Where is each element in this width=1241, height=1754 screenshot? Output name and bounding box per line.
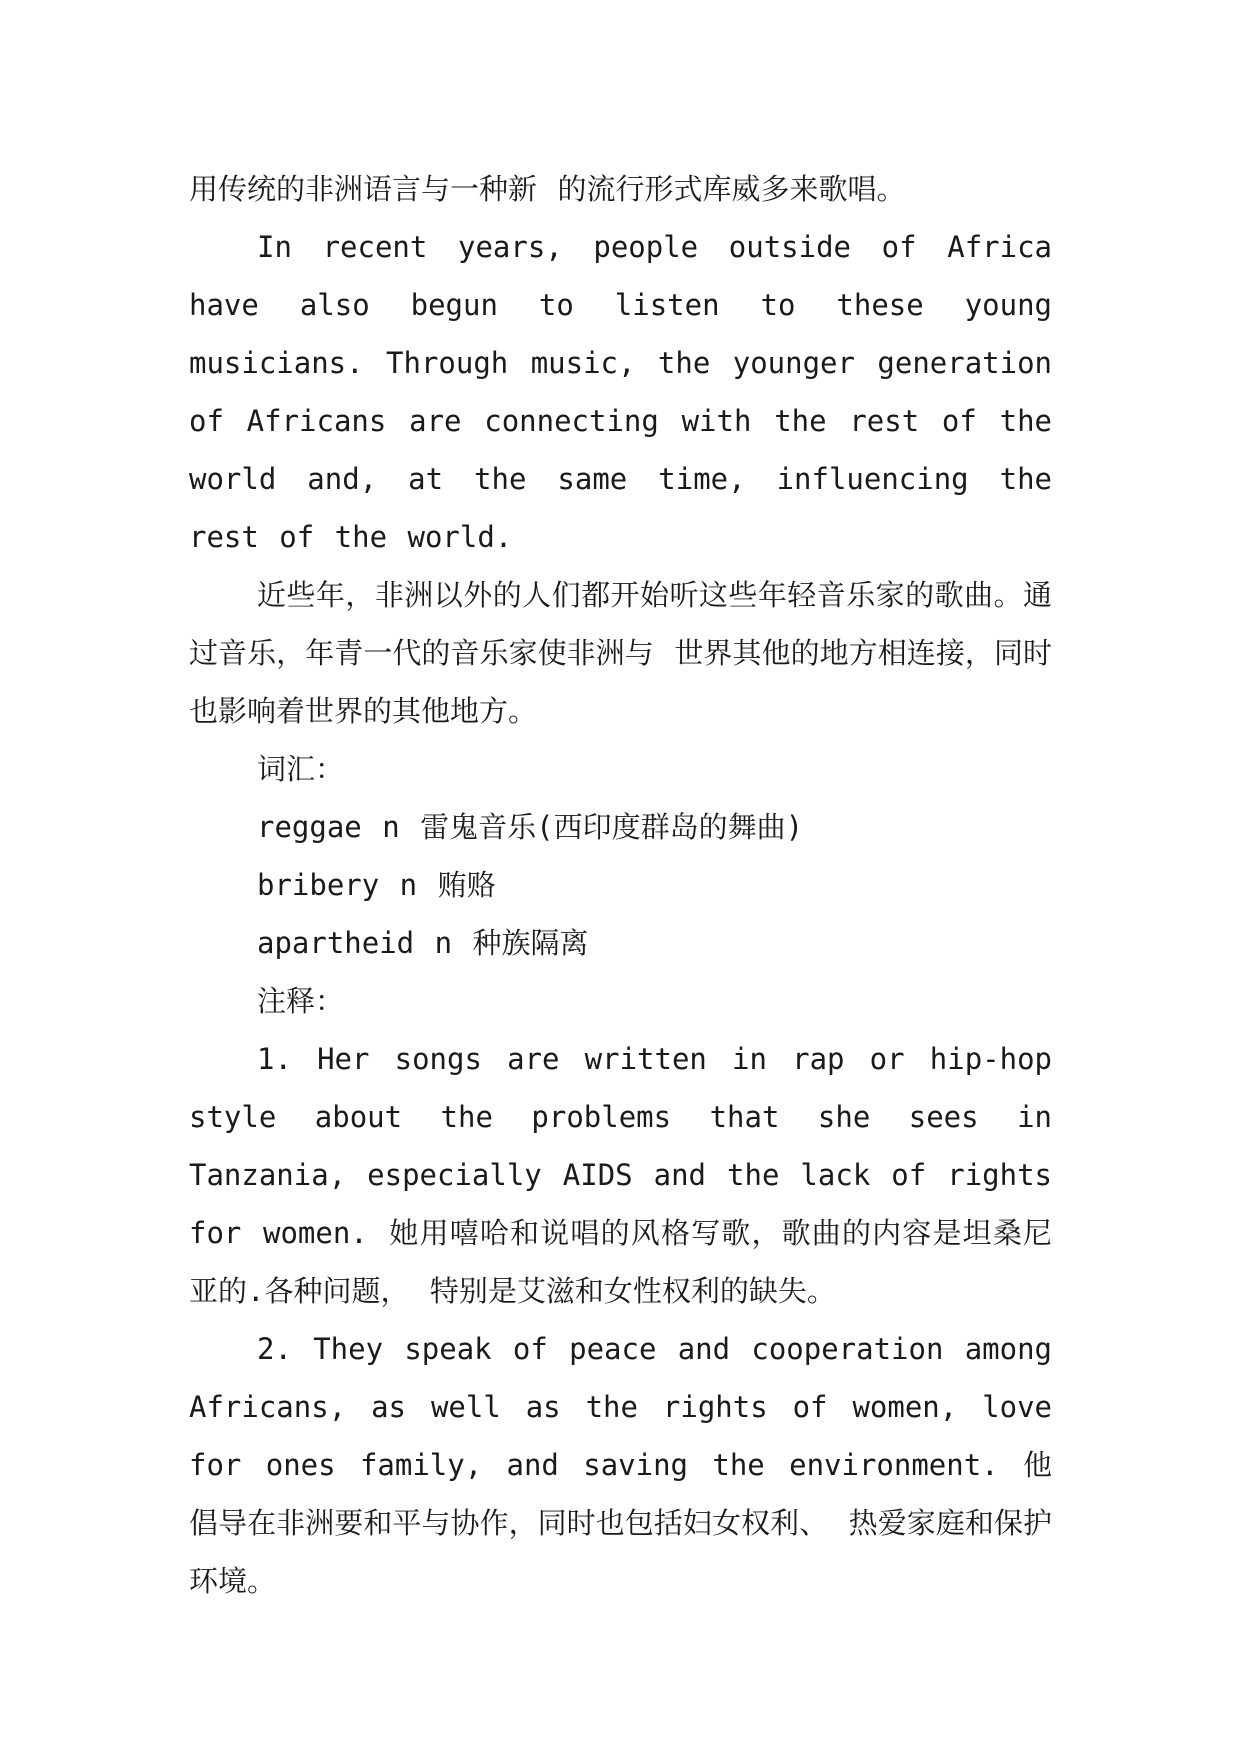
- note-item-1: 1. Her songs are written in rap or hip-hop style about the problems that she sees in Tanzania, especially AIDS and the lack of rights for women. 她用嘻哈和说唱的风格写歌，歌曲的内容是坦桑尼亚的.各种问题， 特别是艾滋和女性权利的缺失。: [189, 1042, 1052, 1308]
- paragraph-chinese-recent-years: 近些年，非洲以外的人们都开始听这些年轻音乐家的歌曲。通过音乐，年青一代的音乐家使非洲与 世界其他的地方相连接，同时也影响着世界的其他地方。: [189, 578, 1052, 728]
- vocabulary-item-bribery: bribery n 贿赂: [257, 868, 496, 902]
- paragraph-english-recent-years: In recent years, people outside of Africa have also begun to listen to these young musicians. Through music, the younger generation of Africans are connecting with the rest of the world and, at the same time, influencing the rest of the world.: [189, 230, 1052, 554]
- vocabulary-heading: 词汇：: [257, 752, 345, 786]
- note-item-2: 2. They speak of peace and cooperation among Africans, as well as the rights of women, love for ones family, and saving the environment. 他倡导在非洲要和平与协作，同时也包括妇女权利、 热爱家庭和保护环境。: [189, 1332, 1052, 1598]
- vocabulary-item-apartheid: apartheid n 种族隔离: [257, 926, 589, 960]
- paragraph-chinese-intro-end: 用传统的非洲语言与一种新 的流行形式库威多来歌唱。: [189, 172, 906, 206]
- vocabulary-item-reggae: reggae n 雷鬼音乐(西印度群岛的舞曲): [257, 810, 804, 844]
- document-body: [189, 160, 1052, 1610]
- notes-heading: 注释：: [257, 984, 345, 1018]
